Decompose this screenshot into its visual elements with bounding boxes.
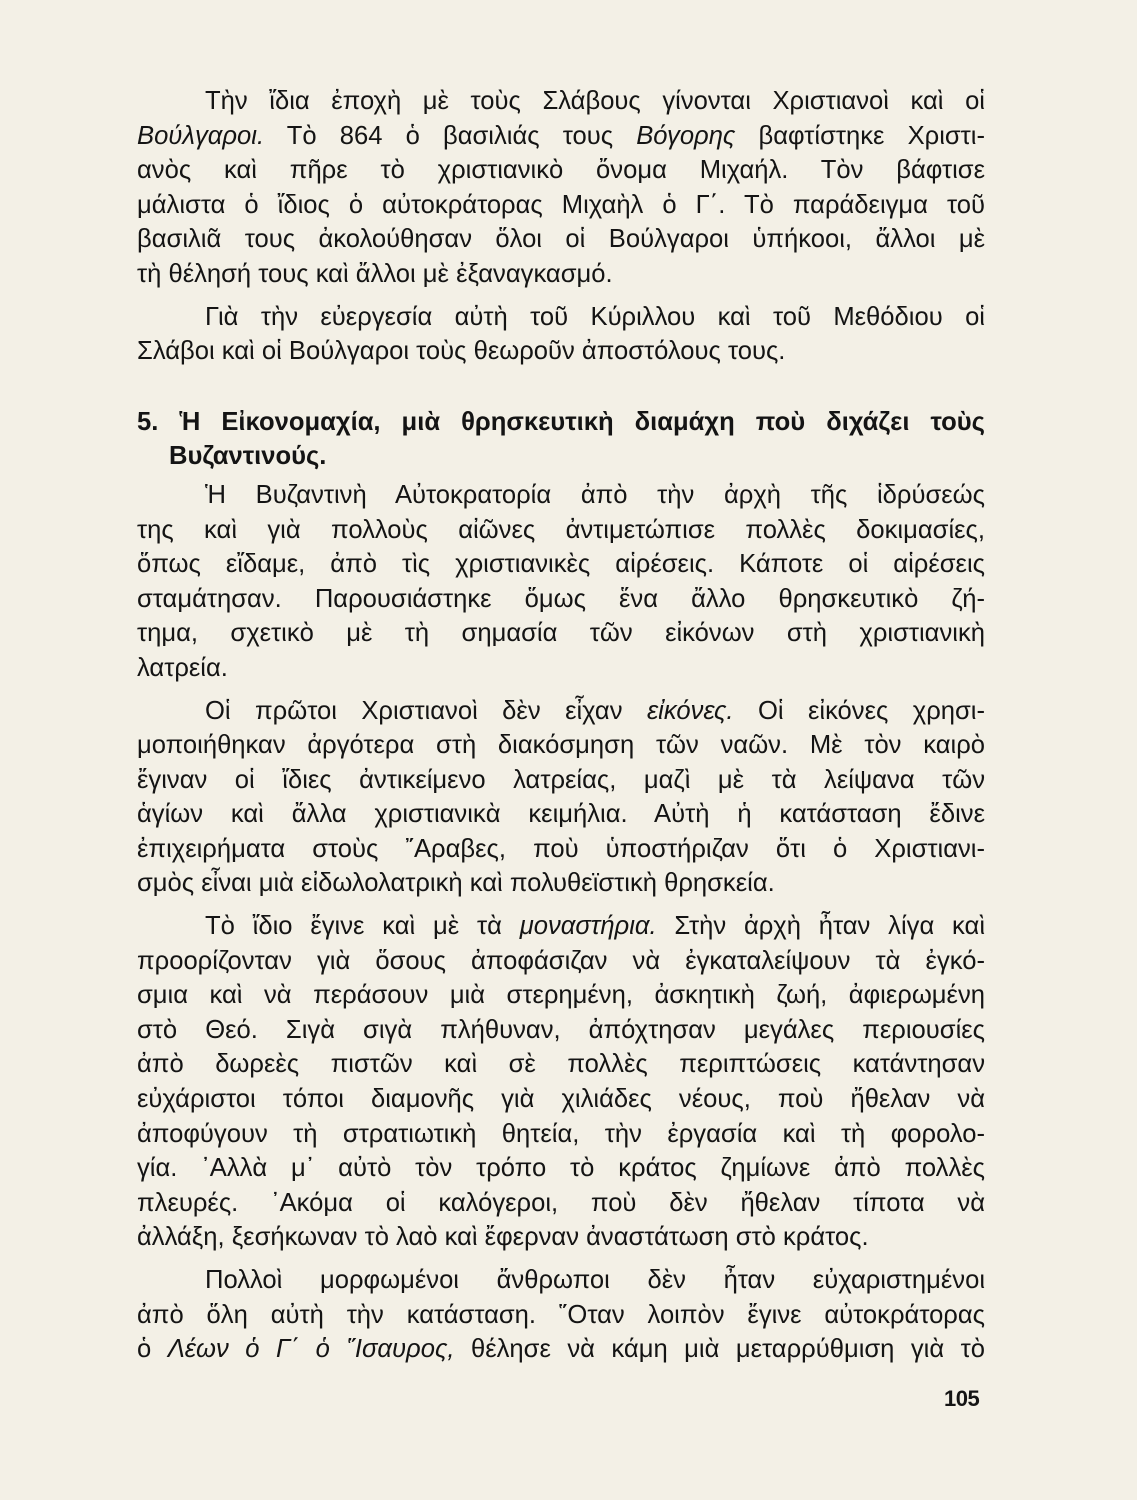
text-line: ἀπὸ ὅλη αὐτὴ τὴν κατάσταση. ῞Οταν λοιπὸν ἔγινε αὐτοκράτορας [137,1300,985,1329]
text-line: ἀπὸ δωρεὲς πιστῶν καὶ σὲ πολλὲς περιπτώσεις κατάντησαν [137,1050,985,1079]
text-line: πλευρές. ᾿Ακόμα οἱ καλόγεροι, ποὺ δὲν ἤθελαν τίποτα νὰ [137,1188,985,1217]
heading-line: Βυζαντινούς. [169,442,327,471]
text-line: σμια καὶ νὰ περάσουν μιὰ στερημένη, ἀσκητικὴ ζωή, ἀφιερωμένη [137,981,985,1010]
text-line: γία. ᾿Αλλὰ μ᾿ αὐτὸ τὸν τρόπο τὸ κράτος ζημίωνε ἀπὸ πολλὲς [137,1154,985,1183]
text-line: ανὸς καὶ πῆρε τὸ χριστιανικὸ ὄνομα Μιχαήλ. Τὸν βάφτισε [137,156,985,185]
heading-line: 5. Ἡ Εἰκονομαχία, μιὰ θρησκευτικὴ διαμάχη ποὺ διχάζει τοὺς [137,407,985,436]
text-line: της καὶ γιὰ πολλοὺς αἰῶνες ἀντιμετώπισε πολλὲς δοκιμασίες, [137,515,985,544]
text-line: εὐχάριστοι τόποι διαμονῆς γιὰ χιλιάδες νέους, ποὺ ἤθελαν νὰ [137,1085,985,1114]
text-line: ἁγίων καὶ ἄλλα χριστιανικὰ κειμήλια. Αὐτὴ ἡ κατάσταση ἔδινε [137,800,985,829]
text-line: Σλάβοι καὶ οἱ Βούλγαροι τοὺς θεωροῦν ἀποστόλους τους. [137,337,786,366]
text-line: σμὸς εἶναι μιὰ εἰδωλολατρικὴ καὶ πολυθεϊστικὴ θρησκεία. [137,869,775,898]
section-heading [137,405,985,474]
text-line: Τὸ ἴδιο ἔγινε καὶ μὲ τὰ μοναστήρια. Στὴν ἀρχὴ ἦταν λίγα καὶ [205,912,986,941]
text-line: βασιλιᾶ τους ἀκολούθησαν ὅλοι οἱ Βούλγαροι ὑπήκοοι, ἄλλοι μὲ [137,225,985,254]
italic-term: Λέων ὁ Γ΄ ὁ ῞Ισαυρος, [167,1335,455,1364]
paragraph [137,1263,985,1367]
text-line: Οἱ πρῶτοι Χριστιανοὶ δὲν εἶχαν εἰκόνες. Οἱ εἰκόνες χρησι- [205,696,985,725]
italic-term: Βόγορης [636,121,736,150]
text-body [137,84,985,1367]
text-line: Γιὰ τὴν εὐεργεσία αὐτὴ τοῦ Κύριλλου καὶ τοῦ Μεθόδιου οἱ [205,302,985,331]
text-line: προορίζονταν γιὰ ὅσους ἀποφάσιζαν νὰ ἐγκαταλείψουν τὰ ἐγκό- [137,946,985,975]
text-line: μάλιστα ὁ ἴδιος ὁ αὐτοκράτορας Μιχαὴλ ὁ Γ΄. Τὸ παράδειγμα τοῦ [137,190,985,219]
paragraph [137,909,985,1255]
text-line: λατρεία. [137,653,228,682]
text-line: Τὴν ἴδια ἐποχὴ μὲ τοὺς Σλάβους γίνονται Χριστιανοὶ καὶ οἱ [205,87,985,115]
text-line: Ἡ Βυζαντινὴ Αὐτοκρατορία ἀπὸ τὴν ἀρχὴ τῆς ἱδρύσεώς [205,480,985,509]
paragraph-baptism-bulgarians [137,84,985,292]
text-line: ὁ Λέων ὁ Γ΄ ὁ ῞Ισαυρος, θέλησε νὰ κάμη μιὰ μεταρρύθμιση γιὰ τὸ [137,1335,985,1364]
paragraph [137,478,985,686]
italic-term: εἰκόνες. [646,696,734,725]
text-line: Βούλγαροι. Τὸ 864 ὁ βασιλιάς τους Βόγορης βαφτίστηκε Χριστι- [137,121,985,150]
text-line: τὴ θέλησή τους καὶ ἄλλοι μὲ ἐξαναγκασμό. [137,259,613,288]
text-line: Πολλοὶ μορφωμένοι ἄνθρωποι δὲν ἦταν εὐχαριστημένοι [205,1266,985,1294]
text-line: μοποιήθηκαν ἀργότερα στὴ διακόσμηση τῶν ναῶν. Μὲ τὸν καιρὸ [137,731,985,760]
page-number: 105 [944,1386,980,1411]
text-line: τημα, σχετικὸ μὲ τὴ σημασία τῶν εἰκόνων στὴ χριστιανικὴ [137,619,985,648]
text-line: σταμάτησαν. Παρουσιάστηκε ὅμως ἕνα ἄλλο θρησκευτικὸ ζή- [137,584,985,613]
text-line: ἀλλάξη, ξεσήκωναν τὸ λαὸ καὶ ἔφερναν ἀναστάτωση στὸ κράτος. [137,1223,869,1252]
italic-term: Βούλγαροι. [137,121,265,150]
paragraph-apostles [137,300,985,369]
paragraph [137,694,985,902]
text-line: ὅπως εἴδαμε, ἀπὸ τὶς χριστιανικὲς αἱρέσεις. Κάποτε οἱ αἱρέσεις [137,550,985,579]
text-line: στὸ Θεό. Σιγὰ σιγὰ πλήθυναν, ἀπόχτησαν μεγάλες περιουσίες [137,1015,985,1044]
section-body [137,478,985,1367]
text-line: ἐπιχειρήματα στοὺς ῎Αραβες, ποὺ ὑποστήριζαν ὅτι ὁ Χριστιανι- [137,834,985,863]
text-line: ἀποφύγουν τὴ στρατιωτικὴ θητεία, τὴν ἐργασία καὶ τὴ φορολο- [137,1119,985,1148]
text-line: ἔγιναν οἱ ἴδιες ἀντικείμενο λατρείας, μαζὶ μὲ τὰ λείψανα τῶν [137,765,985,794]
italic-term: μοναστήρια. [519,912,657,941]
